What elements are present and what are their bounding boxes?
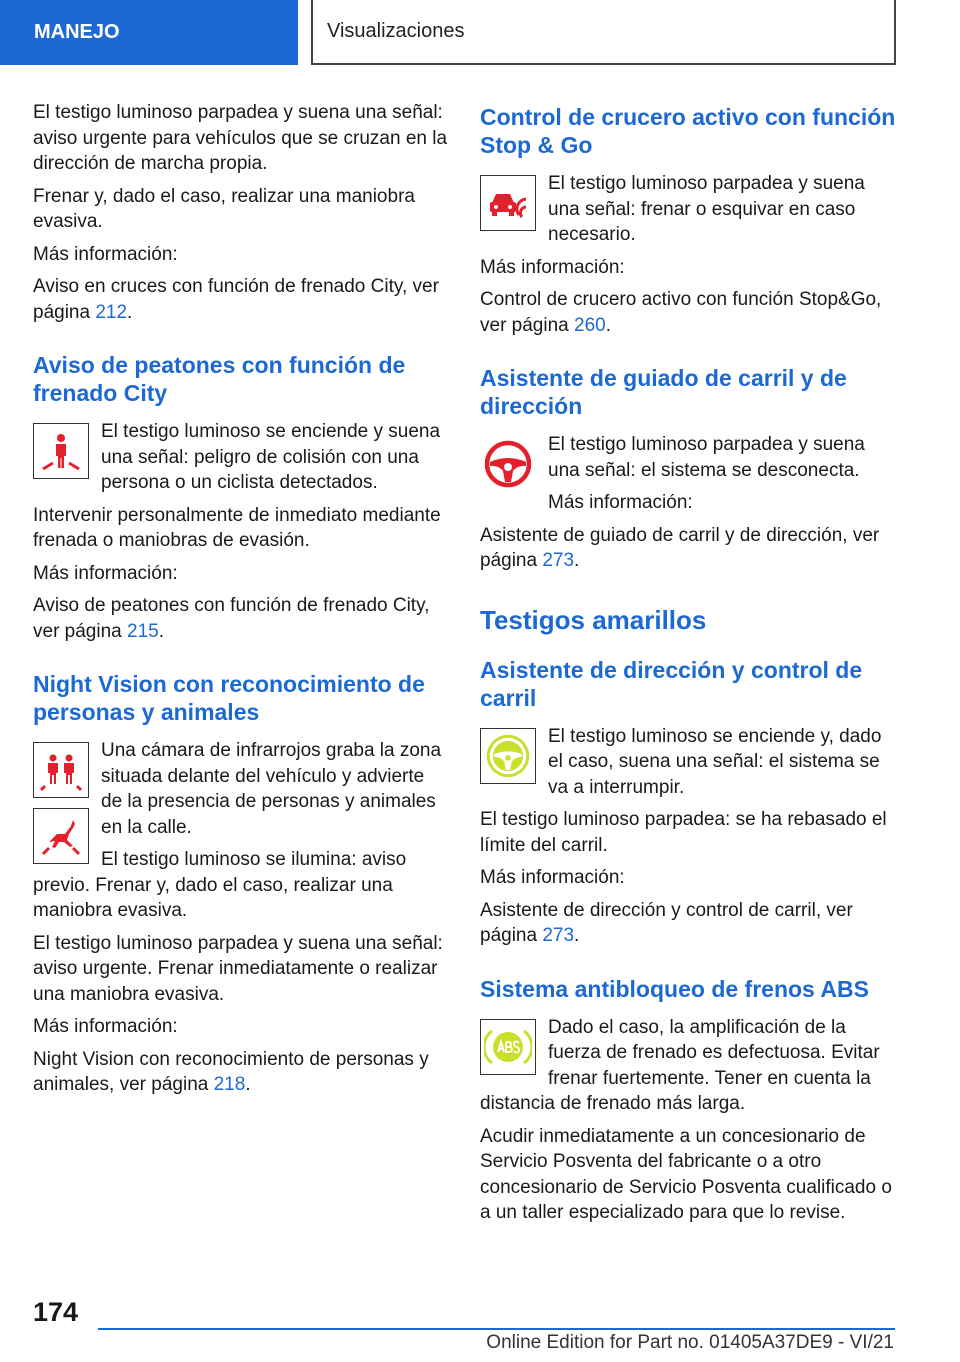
edition-note: Online Edition for Part no. 01405A37DE9 - VI/21 bbox=[486, 1332, 894, 1353]
paragraph: El testigo luminoso parpadea y suena una señal: aviso urgente para vehículos que se cruzan en la dirección de marcha propia. bbox=[33, 102, 448, 174]
paragraph: Más información: bbox=[480, 256, 625, 278]
section-heading: Control de crucero activo con función Stop & Go bbox=[480, 104, 896, 158]
paragraph: Más información: bbox=[33, 243, 178, 265]
steering-wheel-red-icon bbox=[480, 436, 536, 492]
page-link[interactable]: 273 bbox=[542, 550, 575, 571]
section-heading: Night Vision con reconocimiento de personas y animales bbox=[33, 671, 425, 725]
page-number: 174 bbox=[33, 1297, 79, 1327]
paragraph: El testigo luminoso parpadea y suena una señal: aviso urgente. Frenar inmediatamente o realizar una maniobra evasiva. bbox=[33, 932, 443, 1005]
persons-warning-icon bbox=[33, 742, 89, 798]
steering-wheel-yellow-icon bbox=[480, 728, 536, 784]
icon-block bbox=[480, 171, 898, 255]
paragraph: Más información: bbox=[548, 492, 693, 513]
paragraph: El testigo luminoso parpadea y suena una señal: el sistema se desconecta. bbox=[548, 434, 865, 481]
paragraph: El testigo luminoso se enciende y, dado el caso, suena una señal: el sistema se va a interrumpir. bbox=[548, 725, 882, 798]
paragraph: Acudir inmediatamente a un concesionario de Servicio Posventa del fabricante o a otro concesionario de Servicio Posventa cualificado o a un taller especializado para que lo revise. bbox=[480, 1125, 892, 1223]
page-link[interactable]: 260 bbox=[574, 314, 606, 336]
section-tab bbox=[0, 0, 298, 65]
paragraph: Una cámara de infrarrojos graba la zona situada delante del vehículo y advierte de la presencia de personas y animales en la calle. bbox=[101, 740, 442, 838]
footer-divider bbox=[98, 1328, 895, 1330]
icon-block bbox=[480, 1015, 898, 1117]
page-link[interactable]: 212 bbox=[95, 301, 128, 323]
paragraph: Night Vision con reconocimiento de personas y animales, ver página 218. bbox=[33, 1048, 429, 1095]
pedestrian-warning-icon bbox=[33, 423, 89, 479]
paragraph: El testigo luminoso se ilumina: aviso previo. Frenar y, dado el caso, realizar una maniobra evasiva. bbox=[33, 849, 407, 921]
section-title: MANEJO bbox=[34, 21, 120, 43]
paragraph: Más información: bbox=[33, 1016, 178, 1037]
paragraph: El testigo luminoso parpadea y suena una señal: frenar o esquivar en caso necesario. bbox=[548, 173, 865, 245]
section-heading: Asistente de guiado de carril y de dirección bbox=[480, 365, 847, 419]
page-link[interactable]: 218 bbox=[213, 1074, 246, 1095]
icon-block bbox=[33, 738, 448, 931]
paragraph: Aviso en cruces con función de frenado City, ver página 212. bbox=[33, 276, 439, 323]
paragraph: Más información: bbox=[480, 867, 625, 888]
icon-block bbox=[480, 724, 898, 808]
paragraph: Frenar y, dado el caso, realizar una maniobra evasiva. bbox=[33, 185, 415, 232]
section-heading: Sistema antibloqueo de frenos ABS bbox=[480, 975, 869, 1002]
chapter-heading: Testigos amarillos bbox=[480, 604, 707, 635]
paragraph: Aviso de peatones con función de frenado City, ver página 215. bbox=[33, 595, 430, 642]
page-link[interactable]: 273 bbox=[542, 925, 575, 946]
paragraph: Control de crucero activo con función Stop&Go, ver página 260. bbox=[480, 289, 882, 336]
icon-block bbox=[33, 419, 448, 503]
paragraph: El testigo luminoso parpadea: se ha rebasado el límite del carril. bbox=[480, 809, 887, 856]
paragraph: Asistente de guiado de carril y de dirección, ver página 273. bbox=[480, 524, 880, 571]
section-heading: Aviso de peatones con función de frenado City bbox=[33, 352, 406, 406]
cruise-control-car-icon bbox=[480, 175, 536, 231]
paragraph: Intervenir personalmente de inmediato mediante frenada o maniobras de evasión. bbox=[33, 504, 441, 551]
animal-warning-icon bbox=[33, 808, 89, 864]
left-column bbox=[33, 100, 448, 1105]
paragraph: Asistente de dirección y control de carril, ver página 273. bbox=[480, 899, 853, 946]
abs-warning-icon bbox=[480, 1019, 536, 1075]
chapter-title: Visualizaciones bbox=[327, 20, 465, 42]
right-column bbox=[480, 103, 898, 1233]
paragraph: El testigo luminoso se enciende y suena una señal: peligro de colisión con una persona o un ciclista detectados. bbox=[101, 421, 441, 493]
paragraph: Más información: bbox=[33, 562, 178, 584]
page-link[interactable]: 215 bbox=[127, 620, 159, 642]
paragraph: Dado el caso, la amplificación de la fuerza de frenado es defectuosa. Evitar frenar fuertemente. Tener en cuenta la distancia de frenado más larga. bbox=[480, 1016, 880, 1114]
chapter-tab bbox=[311, 0, 896, 65]
icon-block bbox=[480, 432, 898, 523]
section-heading: Asistente de dirección y control de carril bbox=[480, 656, 863, 711]
